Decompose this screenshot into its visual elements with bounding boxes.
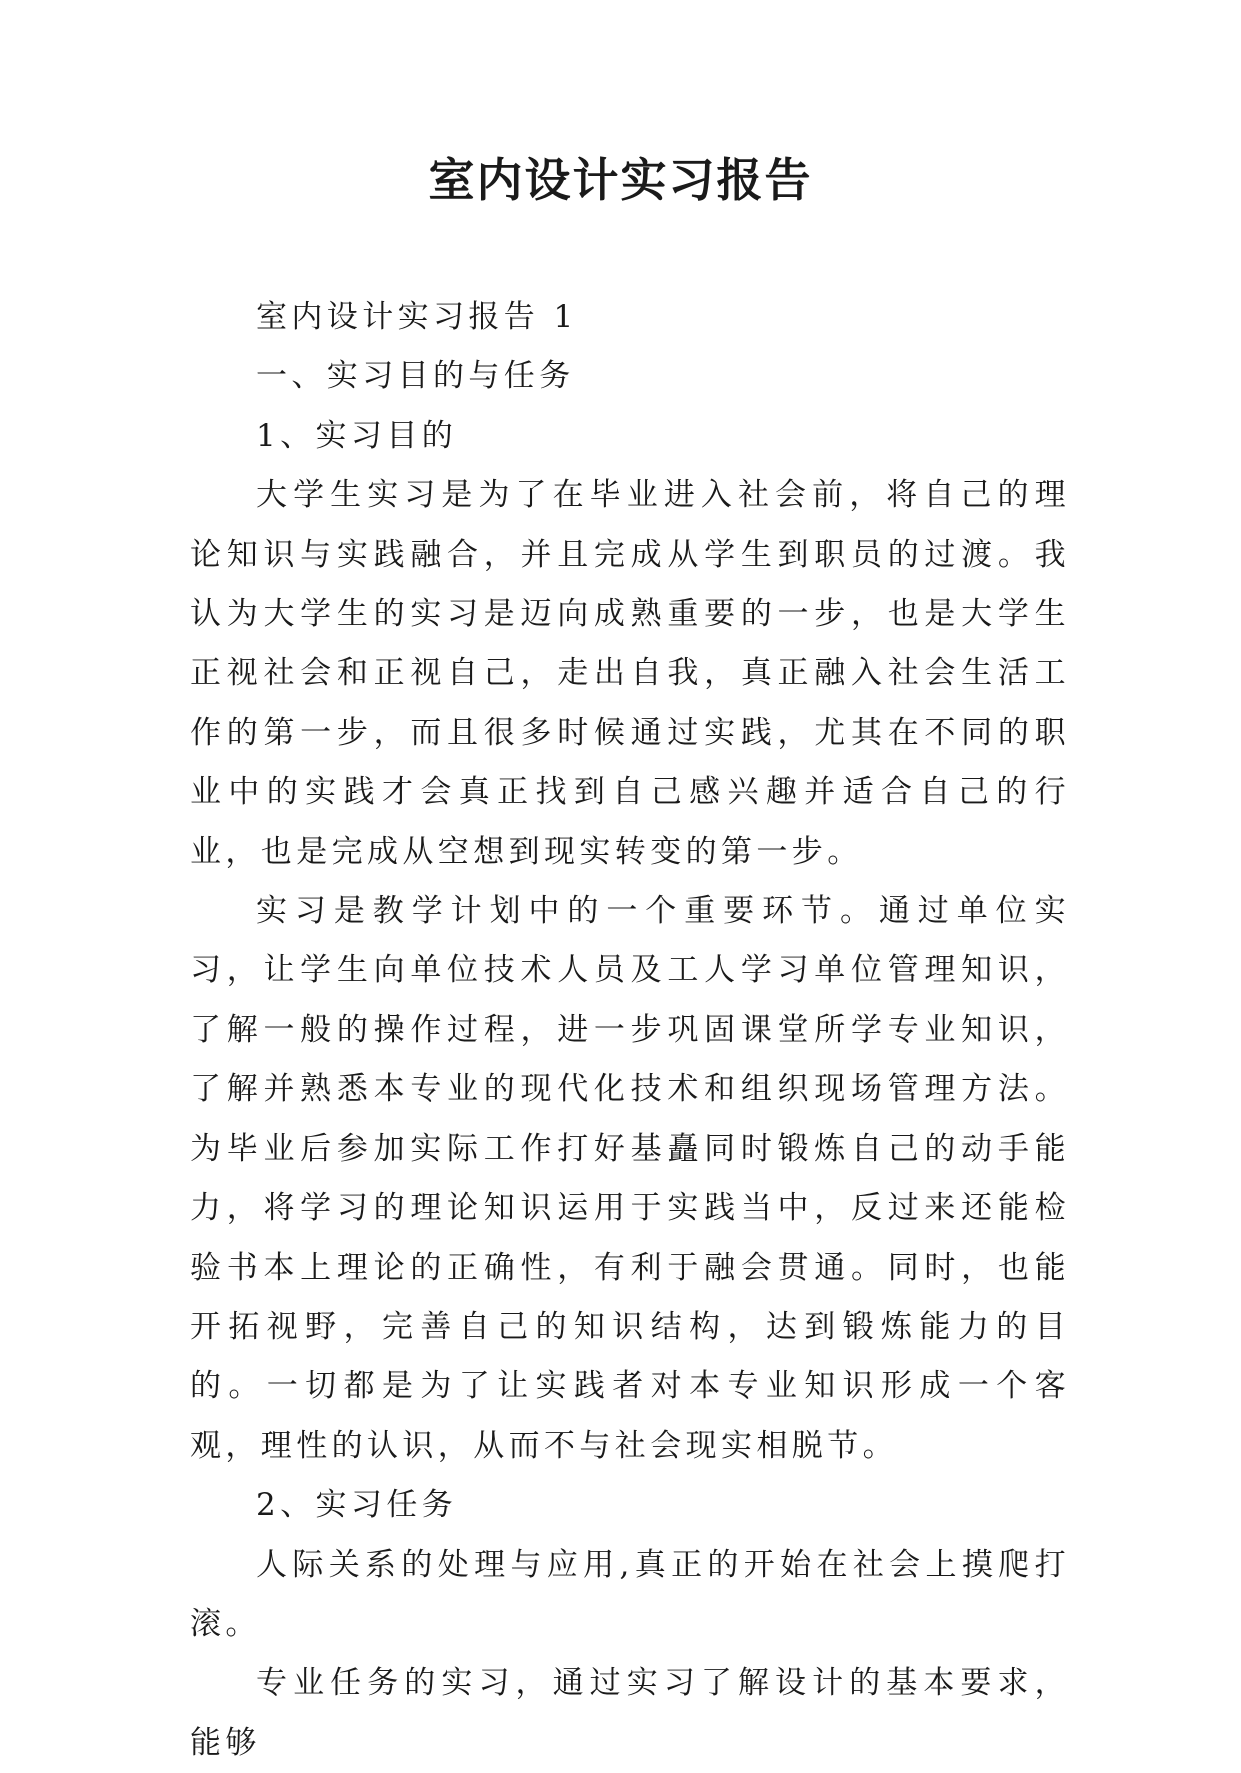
body-paragraph: 实习是教学计划中的一个重要环节。通过单位实习，让学生向单位技术人员及工人学习单位管理知识，了解一般的操作过程，进一步巩固课堂所学专业知识，了解并熟悉本专业的现代化技术和组织现场管理方法。为毕业后参加实际工作打好基矗同时锻炼自己的动手能力，将学习的理论知识运用于实践当中，反过来还能检验书本上理论的正确性，有利于融会贯通。同时，也能开拓视野，完善自己的知识结构，达到锻炼能力的目的。一切都是为了让实践者对本专业知识形成一个客观，理性的认识，从而不与社会现实相脱节。 [190, 893, 1070, 1464]
subsection-heading: 一、实习目的与任务 [256, 358, 575, 395]
body-paragraph: 人际关系的处理与应用,真正的开始在社会上摸爬打滚。 [190, 1546, 1070, 1642]
body-paragraph: 大学生实习是为了在毕业进入社会前，将自己的理论知识与实践融合，并且完成从学生到职员的过渡。我认为大学生的实习是迈向成熟重要的一步，也是大学生正视社会和正视自己，走出自我，真正融入社会生活工作的第一步，而且很多时候通过实践，尤其在不同的职业中的实践才会真正找到自己感兴趣并适合自己的行业，也是完成从空想到现实转变的第一步。 [190, 477, 1070, 870]
section-heading: 室内设计实习报告 1 [256, 299, 578, 335]
item-heading: 2、实习任务 [256, 1487, 458, 1524]
body-paragraph: 专业任务的实习，通过实习了解设计的基本要求，能够 [190, 1665, 1070, 1761]
item-heading: 1、实习目的 [256, 417, 458, 454]
document-title: 室内设计实习报告 [428, 153, 813, 207]
document-body [190, 288, 1070, 1773]
